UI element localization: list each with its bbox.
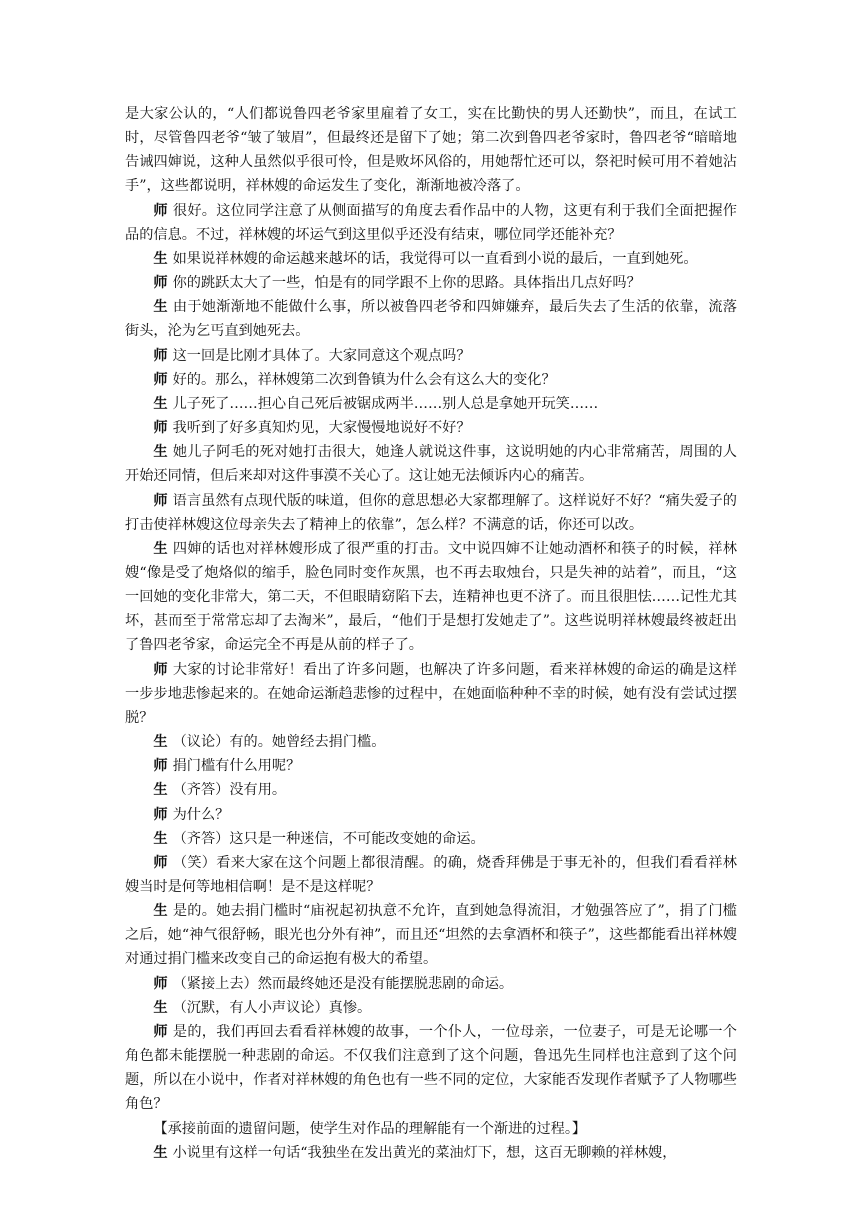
dialogue-text: 我听到了好多真知灼见，大家慢慢地说好不好？ — [172, 420, 471, 437]
dialogue-line — [125, 972, 737, 996]
dialogue-line — [125, 730, 737, 754]
speaker-label: 生 — [153, 444, 168, 461]
dialogue-text: （沉默，有人小声议论）真惨。 — [172, 999, 372, 1016]
dialogue-line — [125, 851, 737, 899]
speaker-label: 生 — [153, 999, 168, 1016]
speaker-label: 师 — [153, 758, 168, 775]
speaker-label: 生 — [153, 903, 168, 920]
dialogue-text: 四婶的话也对祥林嫂形成了很严重的打击。文中说四婶不让她动酒杯和筷子的时候，祥林嫂“像是受了炮烙似的缩手，脸色同时变作灰黑，也不再去取烛台，只是失神的站着”，而且，“这一回她的变化非常大，第二天，不但眼睛窈陷下去，连精神也更不济了。而且很胆怯……记性尤其坏，甚而至于常常忘却了去淘米”，最后，“他们于是想打发她走了”。这些说明祥林嫂最终被赶出了鲁四老爷家，命运完全不再是从前的样子了。 — [125, 540, 737, 654]
dialogue-text: 大家的讨论非常好！看出了许多问题，也解决了许多问题，看来祥林嫂的命运的确是这样一步步地悲惨起来的。在她命运渐趋悲惨的过程中，在她面临种种不幸的时候，她有没有尝试过摆脱？ — [125, 661, 737, 726]
dialogue-text: 你的跳跃太大了一些，怕是有的同学跟不上你的思路。具体指出几点好吗？ — [172, 275, 641, 292]
dialogue-text: 儿子死了……担心自己死后被锯成两半……别人总是拿她开玩笑…… — [172, 395, 599, 412]
dialogue-text: （紧接上去）然而最终她还是没有能摆脱悲剧的命运。 — [172, 975, 514, 992]
speaker-label: 师 — [153, 661, 168, 678]
dialogue-line — [125, 803, 737, 827]
speaker-label: 师 — [153, 202, 168, 219]
dialogue-text: 好的。那么，祥林嫂第二次到鲁镇为什么会有这么大的变化？ — [172, 371, 556, 388]
speaker-label: 师 — [153, 420, 168, 437]
dialogue-line — [125, 537, 737, 658]
dialogue-text: 很好。这位同学注意了从侧面描写的角度去看作品中的人物，这更有利于我们全面把握作品的信息。不过，祥林嫂的坏运气到这里似乎还没有结束，哪位同学还能补充？ — [125, 202, 737, 243]
speaker-label: 生 — [153, 395, 168, 412]
speaker-label: 师 — [153, 854, 168, 871]
dialogue-line — [125, 778, 737, 802]
speaker-label: 生 — [153, 540, 168, 557]
speaker-label: 师 — [153, 806, 168, 823]
dialogue-line — [125, 1020, 737, 1117]
dialogue-text: 捐门槛有什么用呢？ — [172, 758, 301, 775]
dialogue-line — [125, 199, 737, 247]
dialogue-text: 她儿子阿毛的死对她打击很大，她逢人就说这件事，这说明她的内心非常痛苦，周围的人开始还同情，但后来却对这件事漠不关心了。这让她无法倾诉内心的痛苦。 — [125, 444, 737, 485]
dialogue-line — [125, 344, 737, 368]
teaching-note-text: 【承接前面的遗留问题，使学生对作品的理解能有一个渐进的过程。】 — [153, 1120, 587, 1137]
dialogue-line — [125, 368, 737, 392]
dialogue-line — [125, 827, 737, 851]
speaker-label: 师 — [153, 371, 168, 388]
dialogue-line — [125, 247, 737, 271]
speaker-label: 师 — [153, 347, 168, 364]
dialogue-text: （齐答）这只是一种迷信，不可能改变她的命运。 — [172, 830, 485, 847]
dialogue-line — [125, 489, 737, 537]
speaker-label: 师 — [153, 275, 168, 292]
dialogue-line — [125, 440, 737, 488]
speaker-label: 生 — [153, 250, 168, 267]
dialogue-text: 语言虽然有点现代版的味道，但你的意思想必大家都理解了。这样说好不好？“痛失爱子的打击使祥林嫂这位母亲失去了精神上的依靠”，怎么样？不满意的话，你还可以改。 — [125, 492, 737, 533]
speaker-label: 生 — [153, 1144, 168, 1161]
dialogue-line — [125, 392, 737, 416]
dialogue-text: （笑）看来大家在这个问题上都很清醒。的确，烧香拜佛是于事无补的，但我们看看祥林嫂当时是何等地相信啊！是不是这样呢？ — [125, 854, 737, 895]
dialogue-text: 由于她渐渐地不能做什么事，所以被鲁四老爷和四婶嫌弃，最后失去了生活的依靠，流落街头，沦为乞丐直到她死去。 — [125, 299, 737, 340]
speaker-label: 师 — [153, 492, 168, 509]
speaker-label: 生 — [153, 299, 168, 316]
dialogue-text: 为什么？ — [172, 806, 230, 823]
dialogue-text: （议论）有的。她曾经去捐门槛。 — [172, 734, 386, 751]
speaker-label: 生 — [153, 830, 168, 847]
paragraph-text: 是大家公认的，“人们都说鲁四老爷家里雇着了女工，实在比勤快的男人还勤快”，而且，在试工时，尽管鲁四老爷“皱了皱眉”，但最终还是留下了她；第二次到鲁四老爷家时，鲁四老爷“暗暗地告诫四婶说，这种人虽然似乎很可怜，但是败坏风俗的，用她帮忙还可以，祭祀时候可用不着她沾手”，这些都说明，祥林嫂的命运发生了变化，渐渐地被冷落了。 — [125, 106, 737, 195]
teaching-note — [125, 1117, 737, 1141]
dialogue-text: （齐答）没有用。 — [172, 782, 287, 799]
document-body — [125, 102, 737, 1165]
paragraph — [125, 102, 737, 199]
dialogue-line — [125, 899, 737, 971]
speaker-label: 生 — [153, 782, 168, 799]
dialogue-line — [125, 1141, 737, 1165]
dialogue-line — [125, 658, 737, 730]
dialogue-text: 是的。她去捐门槛时“庙祝起初执意不允许，直到她急得流泪，才勉强答应了”，捐了门槛之后，她“神气很舒畅，眼光也分外有神”，而且还“坦然的去拿酒杯和筷子”，这些都能看出祥林嫂对通过捐门槛来改变自己的命运抱有极大的希望。 — [125, 903, 737, 968]
dialogue-text: 这一回是比刚才具体了。大家同意这个观点吗？ — [172, 347, 471, 364]
dialogue-line — [125, 295, 737, 343]
speaker-label: 师 — [153, 975, 168, 992]
speaker-label: 生 — [153, 734, 168, 751]
dialogue-line — [125, 996, 737, 1020]
dialogue-line — [125, 754, 737, 778]
dialogue-line — [125, 271, 737, 295]
dialogue-line — [125, 416, 737, 440]
dialogue-text: 如果说祥林嫂的命运越来越坏的话，我觉得可以一直看到小说的最后，一直到她死。 — [172, 250, 698, 267]
dialogue-text: 是的，我们再回去看看祥林嫂的故事，一个仆人，一位母亲，一位妻子，可是无论哪一个角色都未能摆脱一种悲剧的命运。不仅我们注意到了这个问题，鲁迅先生同样也注意到了这个问题，所以在小说中，作者对祥林嫂的角色也有一些不同的定位，大家能否发现作者赋予了人物哪些角色？ — [125, 1023, 737, 1113]
dialogue-text: 小说里有这样一句话“我独坐在发出黄光的菜油灯下，想，这百无聊赖的祥林嫂， — [172, 1144, 677, 1161]
speaker-label: 师 — [153, 1023, 168, 1040]
